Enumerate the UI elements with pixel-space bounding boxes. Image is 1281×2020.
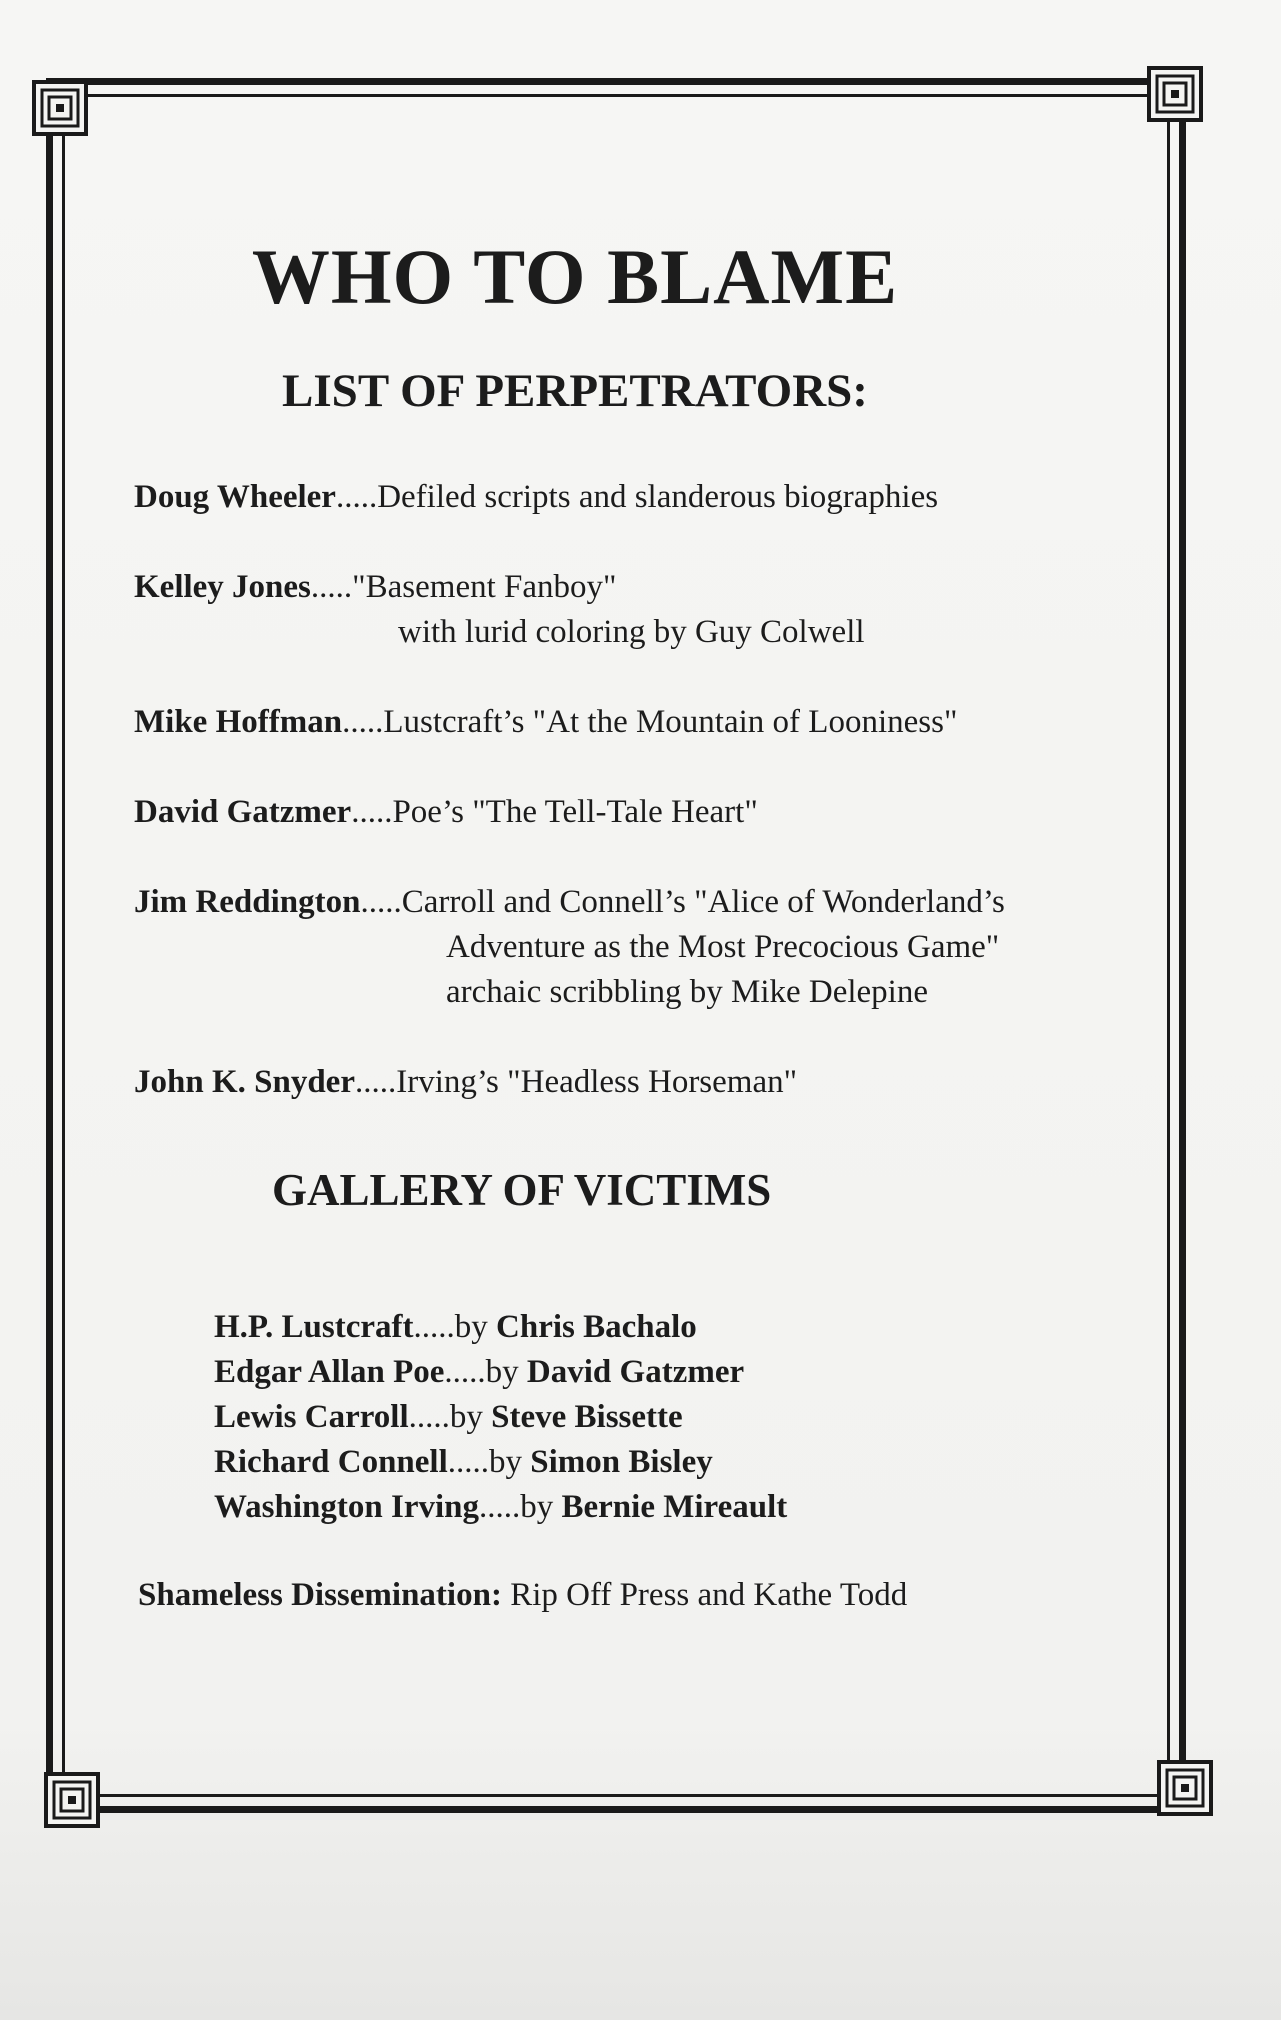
- credit-separator: .....: [351, 794, 393, 830]
- victim-separator: .....: [444, 1354, 486, 1390]
- victim-separator: .....: [413, 1309, 455, 1345]
- corner-ornament-bottom-left-icon: [44, 1772, 100, 1828]
- victim-by: by: [485, 1354, 519, 1390]
- credit-name: Doug Wheeler: [134, 479, 336, 515]
- credit-entry: [134, 475, 1154, 520]
- victim-by: by: [520, 1489, 554, 1525]
- gallery-heading: GALLERY OF VICTIMS: [272, 1165, 772, 1215]
- victim-entry: [214, 1395, 787, 1440]
- credit-name: David Gatzmer: [134, 794, 352, 830]
- victim-by: by: [449, 1399, 483, 1435]
- victim-separator: .....: [408, 1399, 450, 1435]
- victim-subject: H.P. Lustcraft: [214, 1309, 414, 1345]
- victim-by: by: [454, 1309, 488, 1345]
- corner-ornament-top-right-icon: [1147, 66, 1203, 122]
- credit-separator: .....: [335, 479, 378, 515]
- credit-entry: [134, 880, 1154, 1015]
- page-title: WHO TO BLAME: [251, 233, 899, 320]
- victim-subject: Edgar Allan Poe: [214, 1354, 445, 1390]
- victim-separator: .....: [479, 1489, 521, 1525]
- victim-artist: Chris Bachalo: [496, 1309, 697, 1345]
- victim-entry: [214, 1350, 787, 1395]
- credit-entry: [134, 565, 1154, 655]
- credit-separator: .....: [310, 569, 353, 605]
- victim-artist: Simon Bisley: [530, 1444, 713, 1480]
- credit-separator: .....: [360, 884, 402, 920]
- victim-entry: [214, 1305, 787, 1350]
- corner-ornament-top-left-icon: [32, 80, 88, 136]
- credit-separator: .....: [354, 1064, 397, 1100]
- credit-work: Poe’s "The Tell-Tale Heart": [392, 794, 758, 830]
- victim-subject: Lewis Carroll: [214, 1399, 409, 1435]
- victim-artist: Bernie Mireault: [561, 1489, 788, 1525]
- credit-name: Kelley Jones: [134, 569, 311, 605]
- dissemination-label: Shameless Dissemination:: [138, 1577, 502, 1613]
- victim-by: by: [489, 1444, 523, 1480]
- credit-work: "Basement Fanboy": [352, 569, 617, 605]
- credit-name: Jim Reddington: [134, 884, 361, 920]
- credit-separator: .....: [342, 704, 384, 740]
- perpetrators-heading: LIST OF PERPETRATORS:: [282, 365, 868, 417]
- victim-separator: .....: [447, 1444, 490, 1480]
- victim-entry: [214, 1485, 787, 1530]
- credit-work: Defiled scripts and slanderous biographies: [377, 479, 939, 515]
- credit-name: John K. Snyder: [134, 1064, 355, 1100]
- corner-ornament-bottom-right-icon: [1157, 1760, 1213, 1816]
- dissemination-line: [138, 1573, 907, 1618]
- perpetrators-list: [134, 475, 1154, 1150]
- victim-subject: Richard Connell: [214, 1444, 448, 1480]
- credit-name: Mike Hoffman: [134, 704, 343, 740]
- credit-entry: [134, 790, 1154, 835]
- dissemination-value: Rip Off Press and Kathe Todd: [501, 1577, 908, 1613]
- victims-list: [214, 1305, 787, 1530]
- victim-subject: Washington Irving: [214, 1489, 479, 1525]
- credit-continuation: Adventure as the Most Precocious Game": [446, 929, 1000, 965]
- victim-artist: Steve Bissette: [491, 1399, 683, 1435]
- credit-work: Carroll and Connell’s "Alice of Wonderland’s: [401, 884, 1005, 920]
- credit-work: Lustcraft’s "At the Mountain of Looniness": [383, 704, 958, 740]
- credit-entry: [134, 1060, 1154, 1105]
- credit-continuation: archaic scribbling by Mike Delepine: [446, 974, 928, 1010]
- credit-work: Irving’s "Headless Horseman": [396, 1064, 798, 1100]
- credit-entry: [134, 700, 1154, 745]
- victim-entry: [214, 1440, 787, 1485]
- victim-artist: David Gatzmer: [526, 1354, 745, 1390]
- credit-continuation: with lurid coloring by Guy Colwell: [398, 614, 865, 650]
